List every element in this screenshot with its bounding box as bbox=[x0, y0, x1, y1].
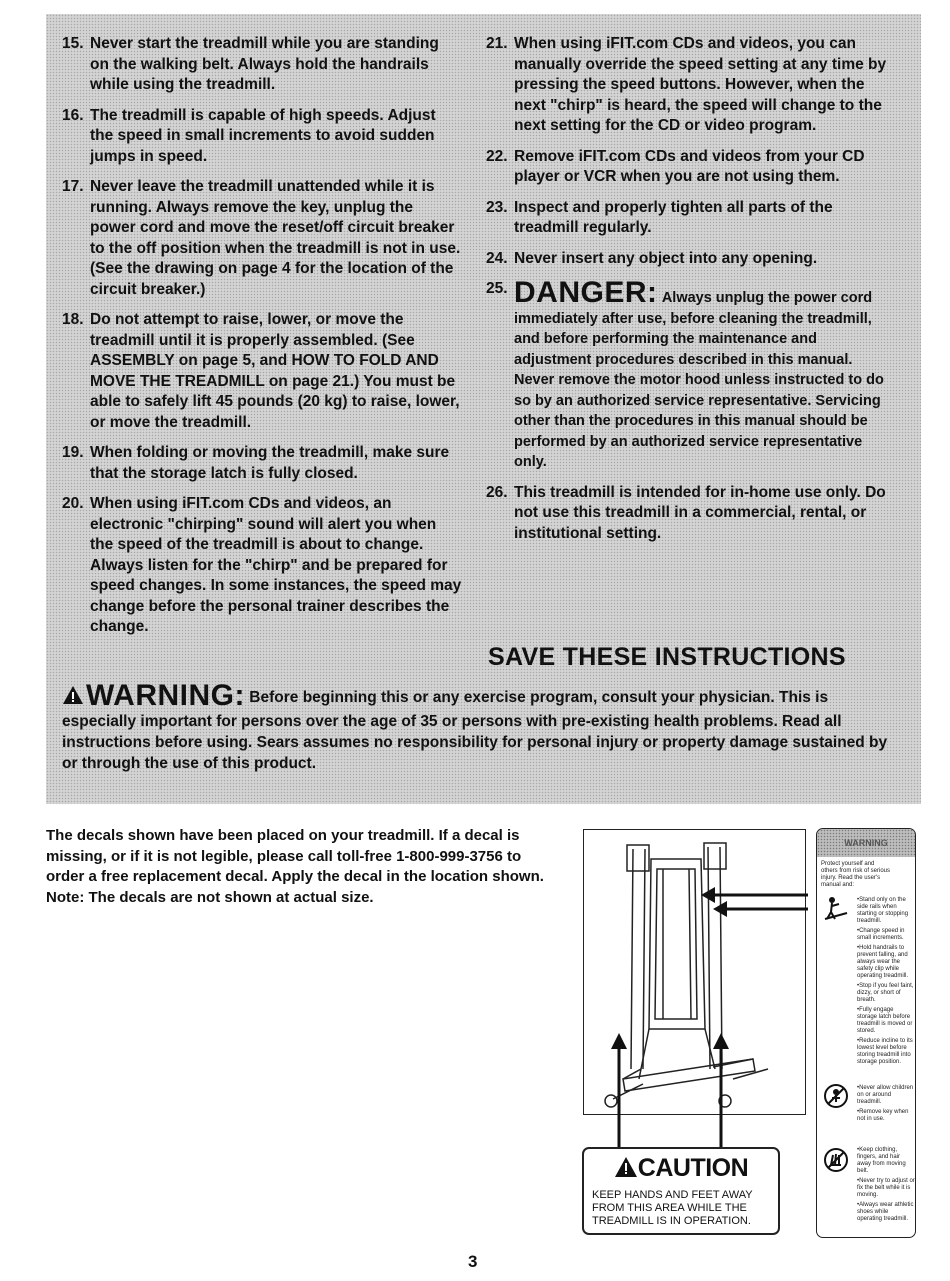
warning-paragraph bbox=[62, 679, 902, 774]
person-on-treadmill-icon bbox=[823, 895, 849, 921]
warning-decal-line: •Always wear athletic shoes while operating treadmill. bbox=[857, 1202, 914, 1222]
item-text: Do not attempt to raise, lower, or move the treadmill until it is properly assembled. (See ASSEMBLY on page 5, and HOW TO FOLD AND MOVE THE TREADMILL on page 21.) You must be able to safely lift 45 pounds (20 kg) to raise, lower, or move the treadmill. bbox=[90, 311, 460, 431]
warning-triangle-icon bbox=[62, 685, 84, 711]
warning-decal-line: •Stand only on the side rails when starting or stopping treadmill. bbox=[857, 897, 909, 924]
item-number: 20. bbox=[62, 495, 84, 512]
instructions-right-column bbox=[486, 34, 896, 554]
item-text: When using iFIT.com CDs and videos, an electronic "chirping" sound will alert you when the speed of the treadmill is about to change. Always listen for the "chirp" and be prepared for speed changes. In some instances, the speed may change before the personal trainer describes the change. bbox=[90, 495, 462, 635]
item-number: 17. bbox=[62, 178, 84, 195]
instruction-item-21 bbox=[486, 34, 896, 137]
item-text: Never leave the treadmill unattended while it is running. Always remove the key, unplug the power cord and move the reset/off circuit breaker to the off position when the treadmill is not in use. (See the drawing on page 4 for the location of the circuit breaker.) bbox=[90, 178, 461, 298]
caution-triangle-icon bbox=[614, 1155, 638, 1185]
danger-text: Always unplug the power cord immediately after use, before cleaning the treadmill, and before performing the maintenance and adjustment procedures described in this manual. Never remove the motor hood unless instructed to do so by an authorized service representative. Servicing other than the procedures in this manual should be performed by an authorized service representative only. bbox=[514, 290, 884, 470]
warning-heading: WARNING: bbox=[86, 679, 245, 712]
item-number: 18. bbox=[62, 311, 84, 328]
item-number: 16. bbox=[62, 106, 84, 124]
warning-decal-line: •Fully engage storage latch before treadmill is moved or stored. bbox=[857, 1007, 913, 1034]
warning-decal-line: •Never try to adjust or fix the belt while it is moving. bbox=[857, 1178, 915, 1198]
warning-decal-line: •Remove key when not in use. bbox=[857, 1109, 909, 1122]
instruction-item-23 bbox=[486, 198, 896, 239]
item-text: Never start the treadmill while you are standing on the walking belt. Always hold the handrails while using the treadmill. bbox=[90, 35, 439, 93]
warning-decal-title: WARNING bbox=[844, 838, 888, 848]
caution-text: KEEP HANDS AND FEET AWAY FROM THIS AREA WHILE THE TREADMILL IS IN OPERATION. bbox=[592, 1189, 753, 1227]
instruction-item-24 bbox=[486, 249, 896, 270]
item-number: 25. bbox=[486, 280, 508, 297]
instruction-item-17 bbox=[62, 177, 462, 300]
item-text: When using iFIT.com CDs and videos, you can manually override the speed setting at any time by pressing the speed buttons. However, when the next "chirp" is heard, the speed will change to the next setting for the CD or video program. bbox=[514, 35, 887, 134]
danger-heading: DANGER: bbox=[514, 276, 658, 309]
instruction-item-15 bbox=[62, 34, 462, 96]
instruction-item-25-danger bbox=[486, 276, 896, 473]
treadmill-illustration bbox=[583, 829, 823, 1159]
instruction-item-26 bbox=[486, 483, 896, 545]
caution-title: CAUTION bbox=[637, 1154, 749, 1182]
no-children-icon bbox=[823, 1083, 849, 1109]
warning-decal-line: •Never allow children on or around treadmill. bbox=[857, 1085, 914, 1105]
warning-decal-line: •Keep clothing, fingers, and hair away from moving belt. bbox=[857, 1147, 906, 1174]
instruction-item-16 bbox=[62, 106, 462, 168]
item-number: 24. bbox=[486, 249, 508, 267]
item-text: When folding or moving the treadmill, make sure that the storage latch is fully closed. bbox=[90, 444, 450, 482]
caution-decal bbox=[582, 1147, 780, 1235]
item-number: 19. bbox=[62, 444, 84, 461]
item-text: The treadmill is capable of high speeds. Adjust the speed in small increments to avoid sudden jumps in speed. bbox=[90, 106, 436, 165]
warning-decal-line: •Hold handrails to prevent falling, and always wear the safety clip while operating treadmill. bbox=[857, 945, 909, 979]
decal-note: The decals shown have been placed on your treadmill. If a decal is missing, or if it is not legible, please call toll-free 1-800-999-3756 to order a free replacement decal. Apply the decal in the location shown. Note: The decals are not shown at actual size. bbox=[46, 827, 544, 906]
page-number: 3 bbox=[468, 1252, 478, 1271]
item-text: Never insert any object into any opening. bbox=[514, 249, 818, 267]
item-number: 23. bbox=[486, 198, 508, 216]
item-number: 22. bbox=[486, 147, 508, 165]
warning-decal-line: •Stop if you feel faint, dizzy, or short of breath. bbox=[857, 983, 914, 1003]
instruction-item-22 bbox=[486, 147, 896, 188]
warning-decal-intro: Protect yourself and others from risk of serious injury. Read the user's manual and: bbox=[821, 861, 891, 888]
warning-decal-header bbox=[817, 829, 915, 857]
instruction-item-19 bbox=[62, 443, 462, 484]
item-text: Inspect and properly tighten all parts of the treadmill regularly. bbox=[514, 198, 833, 236]
item-text: Remove iFIT.com CDs and videos from your CD player or VCR when you are not using them. bbox=[514, 147, 865, 185]
item-number: 21. bbox=[486, 35, 508, 52]
save-instructions-heading: SAVE THESE INSTRUCTIONS bbox=[488, 643, 846, 671]
instructions-left-column bbox=[62, 34, 462, 648]
item-number: 15. bbox=[62, 35, 84, 52]
instruction-item-18 bbox=[62, 310, 462, 433]
no-hands-icon bbox=[823, 1147, 849, 1173]
instruction-item-20 bbox=[62, 494, 462, 638]
warning-decal bbox=[816, 828, 916, 1238]
warning-decal-line: •Change speed in small increments. bbox=[857, 928, 905, 941]
warning-decal-line: •Reduce incline to its lowest level before storing treadmill into storage position. bbox=[857, 1038, 913, 1065]
item-number: 26. bbox=[486, 483, 508, 501]
warning-text: Before beginning this or any exercise program, consult your physician. This is especially important for persons over the age of 35 or persons with pre-existing health problems. Read all instructions before using. Sears assumes no responsibility for personal injury or property damage sustained by or through the use of this product. bbox=[62, 689, 888, 772]
item-text: This treadmill is intended for in-home use only. Do not use this treadmill in a commercial, rental, or institutional setting. bbox=[514, 483, 886, 542]
